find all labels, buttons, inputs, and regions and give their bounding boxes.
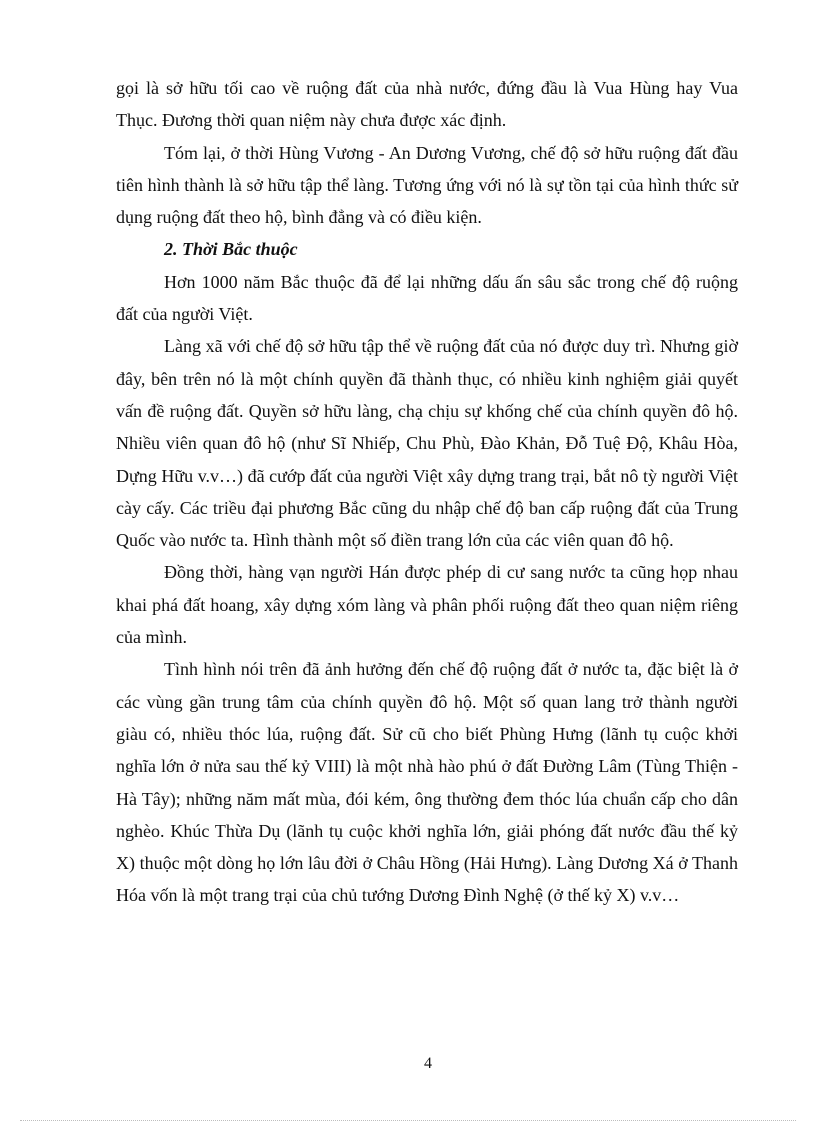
page-bottom-divider bbox=[20, 1120, 796, 1121]
section-heading: 2. Thời Bắc thuộc bbox=[164, 239, 298, 260]
paragraph-summary: Tóm lại, ở thời Hùng Vương - An Dương Vương, chế độ sở hữu ruộng đất đầu tiên hình thành là sở hữu tập thể làng. Tương ứng với nó là sự tồn tại của hình thức sử dụng ruộng đất theo hộ, bình đẳng và có điều kiện. bbox=[116, 142, 738, 228]
paragraph-migration: Đồng thời, hàng vạn người Hán được phép di cư sang nước ta cũng họp nhau khai phá đất hoang, xây dựng xóm làng và phân phối ruộng đất theo quan niệm riêng của mình. bbox=[116, 562, 738, 648]
paragraph-situation: Tình hình nói trên đã ảnh hưởng đến chế độ ruộng đất ở nước ta, đặc biệt là ở các vùng gần trung tâm của chính quyền đô hộ. Một số quan lang trở thành người giàu có, nhiều thóc lúa, ruộng đất. Sử cũ cho biết Phùng Hưng (lãnh tụ cuộc khởi nghĩa lớn ở nửa sau thế kỷ VIII) là một nhà hào phú ở đất Đường Lâm (Tùng Thiện - Hà Tây); những năm mất mùa, đói kém, ông thường đem thóc lúa chuẩn cấp cho dân nghèo. Khúc Thừa Dụ (lãnh tụ cuộc khởi nghĩa lớn, giải phóng đất nước đầu thế kỷ X) thuộc một dòng họ lớn lâu đời ở Châu Hồng (Hải Hưng). Làng Dương Xá ở Thanh Hóa vốn là một trang trại của chủ tướng Dương Đình Nghệ (ở thế kỷ X) v.v… bbox=[116, 659, 738, 906]
paragraph-village: Làng xã với chế độ sở hữu tập thể về ruộng đất của nó được duy trì. Nhưng giờ đây, bên trên nó là một chính quyền đã thành thục, có nhiều kinh nghiệm giải quyết vấn đề ruộng đất. Quyền sở hữu làng, chạ chịu sự khống chế của chính quyền đô hộ. Nhiều viên quan đô hộ (như Sĩ Nhiếp, Chu Phù, Đào Khản, Đỗ Tuệ Độ, Khâu Hòa, Dựng Hữu v.v…) đã cướp đất của người Việt xây dựng trang trại, bắt nô tỳ người Việt cày cấy. Các triều đại phương Bắc cũng du nhập chế độ ban cấp ruộng đất của Trung Quốc vào nước ta. Hình thành một số điền trang lớn của các viên quan đô hộ. bbox=[116, 336, 738, 551]
page-number: 4 bbox=[424, 1055, 432, 1072]
document-body bbox=[116, 72, 738, 912]
paragraph-intro: Hơn 1000 năm Bắc thuộc đã để lại những dấu ấn sâu sắc trong chế độ ruộng đất của người Việt. bbox=[116, 271, 738, 325]
paragraph-continuation: gọi là sở hữu tối cao về ruộng đất của nhà nước, đứng đầu là Vua Hùng hay Vua Thục. Đương thời quan niệm này chưa được xác định. bbox=[116, 78, 738, 131]
